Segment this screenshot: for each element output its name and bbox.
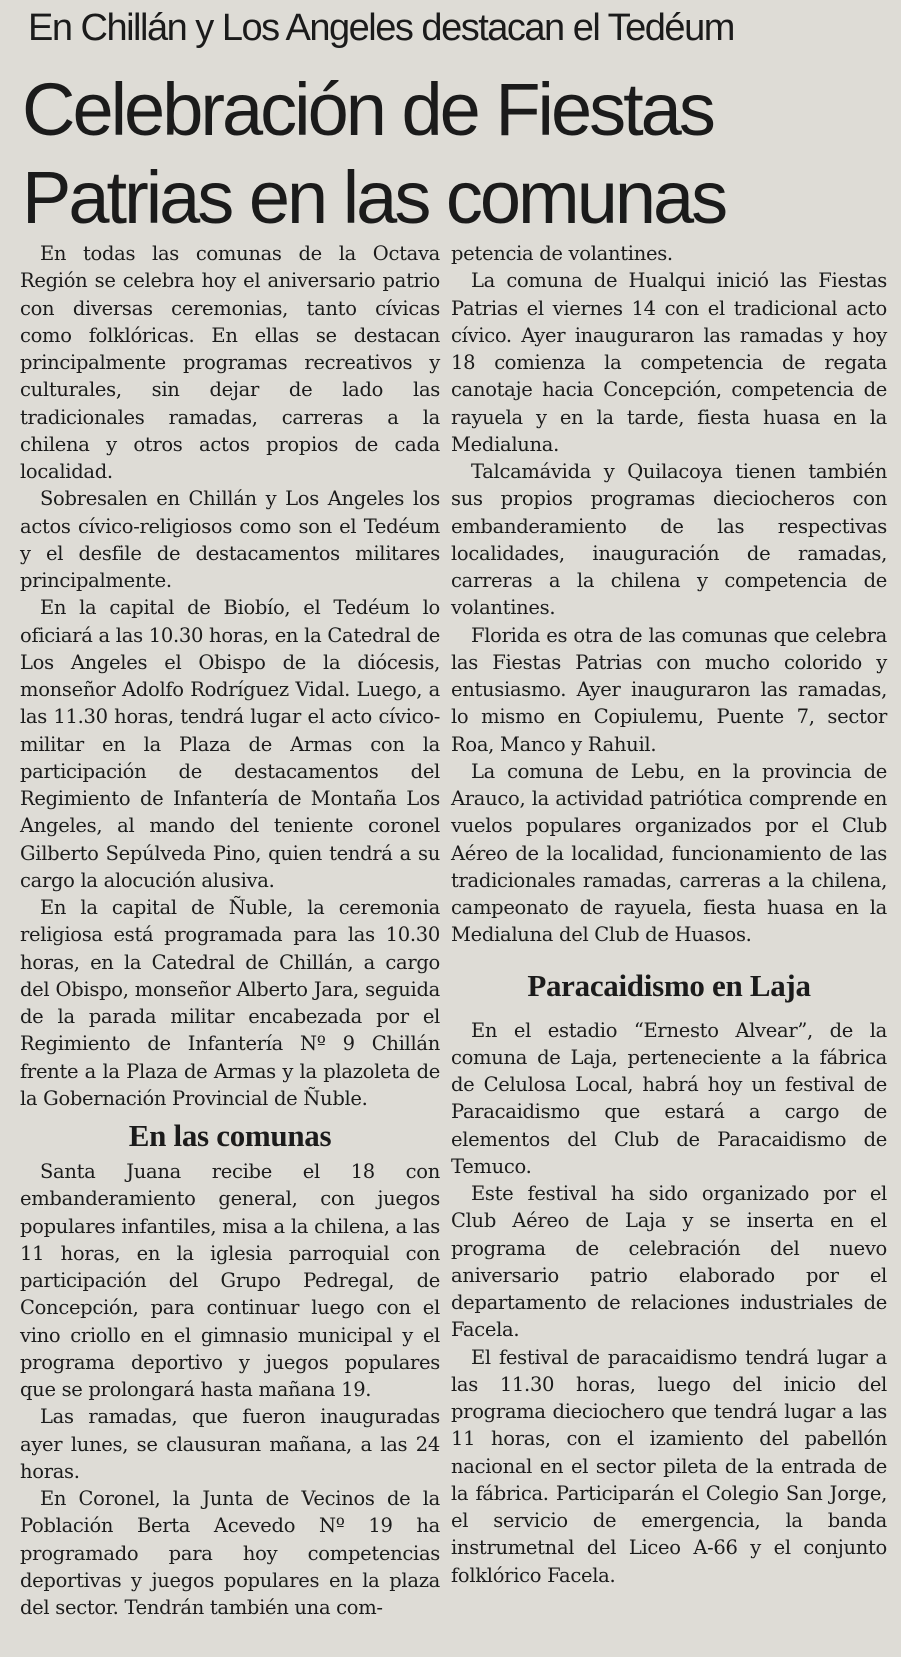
continued-text: petencia de volantines. (451, 242, 673, 265)
body-paragraph: La comuna de Lebu, en la provincia de Arauco, la actividad patriótica comprende en vuelos populares organizados por el Club Aéreo de la localidad, funcionamiento de las tradicionales ramadas, carreras a la chilena, campeonato de rayuela, fiesta huasa en la Medialuna del Club de Huasos. (451, 759, 887, 947)
right-column (451, 240, 887, 1589)
body-paragraph: El festival de paracaidismo tendrá lugar a las 11.30 horas, luego del inicio del programa dieciochero que tendrá lugar a las 11 horas, con el izamiento del pabellón nacional en el sector pileta de la entrada de la fábrica. Participarán el Colegio San Jorge, el servicio de emergencia, la banda instrumetnal del Liceo A-66 y el conjunto folklórico Facela. (451, 1345, 887, 1587)
body-paragraph: La comuna de Hualqui inició las Fiestas Patrias el viernes 14 con el tradicional acto cívico. Ayer inauguraron las ramadas y hoy 18 comienza la competencia de regata canotaje hacia Concepción, competencia de rayuela y en la tarde, fiesta huasa en la Medialuna. (451, 269, 887, 456)
body-paragraph: Florida es otra de las comunas que celebra las Fiestas Patrias con mucho colorido y entusiasmo. Ayer inauguraron las ramadas, lo mismo en Copiulemu, Puente 7, sector Roa, Manco y Rahuil. (451, 623, 887, 756)
body-paragraph: En el estadio “Ernesto Alvear”, de la comuna de Laja, perteneciente a la fábrica de Celulosa Local, habrá hoy un festival de Paracaidismo que estará a cargo de elementos del Club de Paracaidismo de Temuco. (451, 1018, 887, 1178)
body-paragraph: Talcamávida y Quilacoya tienen también sus propios programas dieciocheros con embanderamiento de las respectivas localidades, inauguración de ramadas, carreras a la chilena y competencia de volantines. (451, 460, 887, 620)
subhead-en-las-comunas: En las comunas (128, 1118, 332, 1153)
left-column (20, 240, 440, 1621)
body-paragraph: En todas las comunas de la Octava Región se celebra hoy el aniversario patrio con diversas ceremonias, tanto cívicas como folklóricas. En ellas se destacan principalmente programas recreativos y culturales, sin dejar de lado las tradicionales ramadas, carreras a la chilena y otros actos propios de cada localidad. (20, 242, 440, 483)
body-paragraph: Las ramadas, que fueron inauguradas ayer lunes, se clausuran mañana, a las 24 horas. (20, 1405, 440, 1483)
body-paragraph: En la capital de Biobío, el Tedéum lo oficiará a las 10.30 horas, en la Catedral de Los Angeles el Obispo de la diócesis, monseñor Adolfo Rodríguez Vidal. Luego, a las 11.30 horas, tendrá lugar el acto cívico-militar en la Plaza de Armas con la participación de destacamentos del Regimiento de Infantería de Montaña Los Angeles, al mando del teniente coronel Gilberto Sepúlveda Pino, quien tendrá a su cargo la alocución alusiva. (20, 596, 440, 892)
body-paragraph: En la capital de Ñuble, la ceremonia religiosa está programada para las 10.30 horas, en la Catedral de Chillán, a cargo del Obispo, monseñor Alberto Jara, seguida de la parada militar encabezada por el Regimiento de Infantería Nº 9 Chillán frente a la Plaza de Armas y la plazoleta de la Gobernación Provincial de Ñuble. (20, 896, 440, 1110)
body-paragraph: Sobresalen en Chillán y Los Angeles los actos cívico-religiosos como son el Tedéum y el desfile de destacamentos militares principalmente. (20, 487, 440, 592)
subhead-paracaidismo: Paracaidismo en Laja (527, 967, 811, 1003)
body-paragraph: Santa Juana recibe el 18 con embanderamiento general, con juegos populares infantiles, misa a la chilena, a las 11 horas, en la iglesia parroquial con participación del Grupo Pedregal, de Concepción, para continuar luego con el vino criollo en el gimnasio municipal y el programa deportivo y juegos populares que se prolongará hasta mañana 19. (20, 1160, 440, 1401)
body-paragraph: Este festival ha sido organizado por el Club Aéreo de Laja y se inserta en el programa de celebración del nuevo aniversario patrio elaborado por el departamento de relaciones industriales de Facela. (451, 1182, 887, 1342)
headline-line-1: Celebración de Fiestas (22, 68, 713, 151)
headline-line-2: Patrias en las comunas (22, 156, 726, 239)
headline (22, 66, 882, 242)
body-paragraph: En Coronel, la Junta de Vecinos de la Población Berta Acevedo Nº 19 ha programado para hoy competencias deportivas y juegos populares en la plaza del sector. Tendrán también una com- (20, 1487, 440, 1619)
kicker: En Chillán y Los Angeles destacan el Tedéum (28, 7, 734, 49)
